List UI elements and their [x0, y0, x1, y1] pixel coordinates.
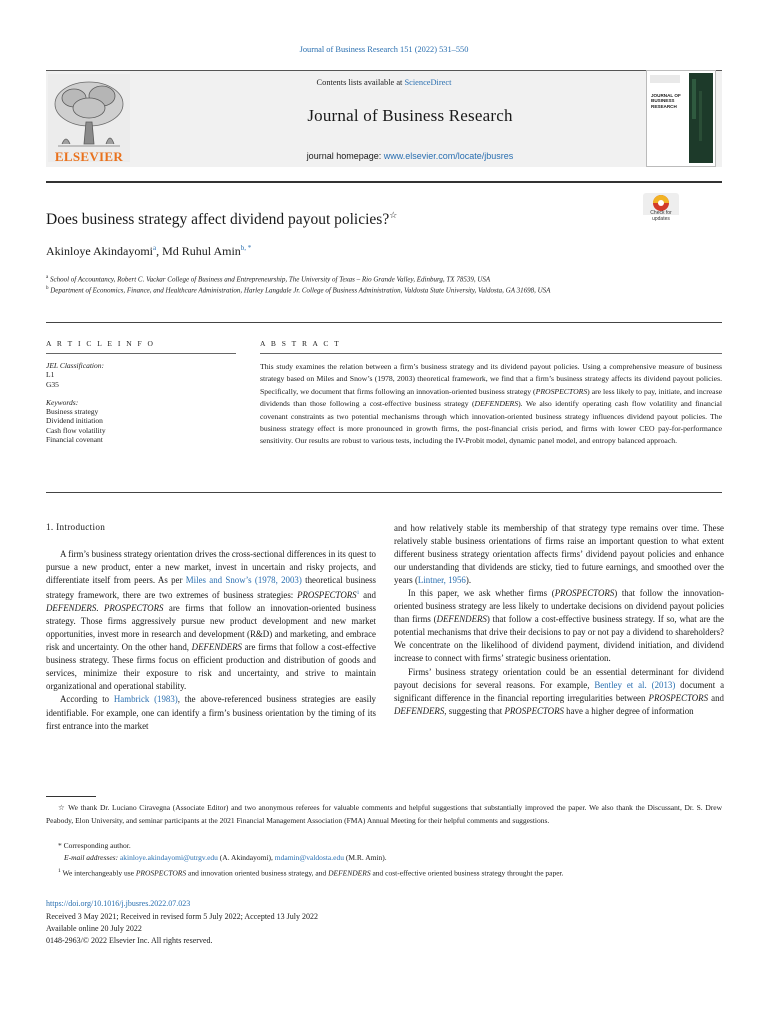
abstract-end-rule — [46, 492, 722, 493]
text-seg: A firm’s business strategy orientation drives the cross-sectional differences in its quest to pursue a new product, enter a new market, invest in uncertain and risky projects, and differentiate itself from peers. As per — [46, 549, 376, 586]
text-seg: ). — [465, 575, 472, 586]
article-info-rule — [46, 353, 236, 354]
author-1[interactable]: Akinloye Akindayomi — [46, 244, 153, 258]
section-heading-introduction: 1. Introduction — [46, 522, 106, 532]
text-seg: , the above-referenced business strategies are easily identifiable. For example, one can identify a firm’s business orientation by the timing of its first entrance into the market — [46, 694, 376, 731]
text-seg: document a significant difference in the financial reporting irregularities between — [394, 679, 725, 703]
journal-cover-thumbnail[interactable] — [646, 70, 716, 167]
intro-paragraph — [394, 587, 724, 665]
crossmark-line2: updates — [652, 216, 670, 222]
email-link-1[interactable]: akinloye.akindayomi@utrgv.edu — [119, 853, 218, 862]
jel-code: G35 — [46, 379, 59, 389]
abstract-seg: This study examines the relation between a firm’s business strategy and its dividend payout policies. Using a comprehensive measure of business strategy based on Miles and Snow’s (1978, 2003) theoretical framework, we find that a firm’s business strategy affects its dividend payout policies. Specifically, we document that firms following an innovation-oriented business strategy ( — [260, 362, 722, 396]
text-seg: theoretical business strategy framework, there are two extremes of business strategies: — [46, 575, 376, 601]
keyword: Dividend initiation — [46, 416, 103, 426]
footnote-acknowledgement — [46, 802, 722, 827]
body-column-left — [46, 548, 376, 733]
check-for-updates-label — [643, 210, 679, 222]
abstract-term: PROSPECTORS — [535, 386, 588, 396]
journal-cover-art — [647, 71, 715, 166]
footnote-text: Corresponding author. — [63, 841, 131, 850]
term: PROSPECTORS — [554, 588, 615, 599]
text-seg: ) that follow a cost-effective business strategy. If so, what are the potential mechanisms that drive their decisions to pay or not pay a dividend to shareholders? We concentrate on the likelihood of dividend payment, dividend initiation, and dividend increase to connect with firms’ strategic business orientation. — [394, 614, 724, 664]
footnote-text: We interchangeably use — [62, 868, 136, 878]
affiliation-a-mark: a — [46, 275, 49, 280]
term: PROSPECTORS — [648, 692, 709, 703]
footnote-mark: * — [58, 841, 62, 850]
affiliation-b-text: Department of Economics, Finance, and Healthcare Administration, Harley Langdale Jr. College of Business Administration, Valdosta State University, Valdosta, GA 31698, USA — [50, 286, 551, 295]
affiliation-a-text: School of Accountancy, Robert C. Vackar College of Business and Entrepreneurship, The University of Texas – Rio Grande Valley, Edinburg, TX 78539, USA — [49, 275, 491, 284]
footnote-text: We thank Dr. Luciano Ciravegna (Associate Editor) and two anonymous referees for valuable comments and helpful suggestions that substantially improved the paper. We also thank the Discussant, Dr. S. Drew Peabody, Elon University, and seminar participants at the 2021 Financial Management Association (FMA) Annual Meeting for their helpful comments and suggestions. — [46, 803, 722, 825]
text-seg: and how relatively stable its membership of that strategy type remains over time. These relatively stable business orientations of firms raise an important question to what extent different business strategy orientation affects firms’ dividend payout policies and enhance our understanding that dividends are sticky, tied to future earnings, and smoothed over the years ( — [394, 523, 724, 586]
abstract-term: DEFENDERS — [474, 399, 519, 409]
term: DEFENDERS — [394, 705, 445, 716]
text-seg: ) that follow the innovation-oriented business strategy are less likely to undertake decisions on dividend payout policies than firms ( — [394, 588, 724, 625]
footnote-rule — [46, 796, 96, 797]
keyword: Cash flow volatility — [46, 425, 106, 435]
term: PROSPECTORS — [297, 590, 357, 601]
sciencedirect-link[interactable]: ScienceDirect — [404, 78, 452, 87]
available-online: Available online 20 July 2022 — [46, 924, 142, 933]
intro-paragraph — [46, 548, 376, 693]
body-column-right — [394, 522, 724, 718]
cover-line: BUSINESS — [651, 98, 675, 104]
section-rule — [46, 322, 722, 323]
abstract-rule — [260, 353, 722, 354]
homepage-prefix: journal homepage: — [306, 151, 384, 161]
crossmark-line1: Check for — [650, 210, 672, 216]
header-rule — [46, 181, 722, 183]
term: DEFENDERS — [328, 868, 371, 878]
citation-link[interactable]: Bentley et al. (2013) — [594, 679, 676, 690]
text-seg: have a higher degree of information — [563, 705, 694, 716]
article-title-text: Does business strategy affect dividend payout policies? — [46, 211, 390, 229]
email-name-2: (M.R. Amin). — [343, 853, 387, 862]
text-seg: . — [96, 603, 104, 614]
keywords-label: Keywords: — [46, 397, 79, 407]
footnote-corresponding — [46, 840, 722, 853]
text-seg: , suggesting that — [444, 705, 505, 716]
author-separator: , — [156, 244, 163, 258]
abstract-seg: ). We also identify operating cash flow volatility and financial covenant constraints as two potential mechanisms through which innovation-oriented business strategy influences dividend payout policies. The business strategy effect is more pronounced in growth firms, the post-financial crisis period, and firms with lower CEO pay-for-performance sensitivity. Our results are robust to various tests, including the IV-Probit model, dynamic panel model, and entropy balanced approach. — [260, 399, 722, 446]
footnote-emails — [46, 852, 722, 865]
term: PROSPECTORS — [135, 868, 187, 878]
article-info — [46, 361, 236, 444]
article-title — [46, 210, 397, 229]
cover-title — [651, 93, 687, 109]
received-dates: Received 3 May 2021; Received in revised form 5 July 2022; Accepted 13 July 2022 — [46, 912, 318, 921]
cover-line: RESEARCH — [651, 103, 677, 109]
author-2-affil[interactable]: b, * — [240, 244, 252, 252]
author-2[interactable]: Md Ruhul Amin — [162, 244, 241, 258]
doi-link[interactable] — [46, 898, 190, 909]
doi-url[interactable]: https://doi.org/10.1016/j.jbusres.2022.07.023 — [46, 899, 191, 908]
citation-link[interactable]: Lintner, 1956 — [417, 575, 466, 586]
intro-paragraph — [394, 666, 724, 718]
article-info-heading: A R T I C L E I N F O — [46, 339, 155, 348]
abstract-text — [260, 361, 722, 448]
cover-line: JOURNAL OF — [651, 93, 681, 98]
text-seg: are firms that follow a cost-effective business strategy. These firms focus on efficient production and distribution of goods and services, minimize their exposure to risk and uncertainty, and strive to maintain organizational and operational stability. — [46, 642, 376, 692]
journal-title: Journal of Business Research — [307, 106, 513, 125]
copyright: 0148-2963/© 2022 Elsevier Inc. All rights reserved. — [46, 936, 213, 945]
keyword: Financial covenant — [46, 435, 103, 445]
intro-paragraph — [394, 522, 724, 587]
jel-label: JEL Classification: — [46, 361, 104, 370]
footnote-1 — [46, 865, 722, 880]
term: DEFENDERS — [46, 603, 97, 614]
text-seg: Firms’ business strategy orientation could be an essential determinant for dividend payout decisions for several reasons. For example, — [394, 666, 724, 690]
journal-citation-link[interactable]: Journal of Business Research 151 (2022) 531–550 — [299, 45, 469, 54]
footnote-mark: 1 — [58, 868, 61, 874]
author-list — [46, 244, 251, 259]
text-seg: and — [359, 590, 376, 601]
footnote-ref[interactable]: 1 — [356, 590, 360, 597]
affiliation-b-mark: b — [46, 286, 49, 291]
citation-link[interactable]: Miles and Snow’s (1978, 2003) — [185, 575, 302, 586]
elsevier-wordmark: ELSEVIER — [54, 149, 124, 164]
title-footnote-mark[interactable]: ☆ — [389, 210, 398, 220]
email-label: E-mail addresses: — [64, 853, 119, 862]
intro-paragraph — [46, 693, 376, 732]
author-1-affil[interactable]: a — [153, 244, 157, 252]
abstract-seg: ) are less likely to pay, initiate, and increase dividends than those following a cost-effective business strategy ( — [260, 386, 722, 409]
footnote-mark: ☆ — [58, 803, 66, 812]
keyword: Business strategy — [46, 407, 99, 417]
text-seg: In this paper, we ask whether firms ( — [408, 588, 555, 599]
abstract-heading: A B S T R A C T — [260, 339, 341, 348]
contents-prefix: Contents lists available at — [316, 78, 405, 87]
citation-link[interactable]: Hambrick (1983) — [113, 694, 178, 705]
journal-homepage — [180, 151, 640, 161]
jel-code: L1 — [46, 370, 55, 380]
text-seg: According to — [60, 694, 114, 705]
email-name-1: (A. Akindayomi), — [217, 853, 275, 862]
text-seg: are firms that follow an innovation-oriented business strategy. Those firms aggressively pursue new product development and new market opportunities, invest more in research and development (R&D) and marketing, and embrace risk and uncertainty. On the other hand, — [46, 603, 376, 653]
term: PROSPECTORS — [103, 603, 164, 614]
footnote-text: and cost-effective oriented business strategy throught the paper. — [370, 868, 564, 878]
term: DEFENDERS — [191, 642, 242, 653]
term: PROSPECTORS — [504, 705, 564, 716]
text-seg: and — [708, 692, 724, 703]
footnote-text: and innovation oriented business strategy, and — [186, 868, 329, 878]
affiliation-b — [46, 284, 646, 296]
homepage-link[interactable]: www.elsevier.com/locate/jbusres — [383, 151, 514, 161]
email-link-2[interactable]: mdamin@valdosta.edu — [274, 853, 344, 862]
term: DEFENDERS — [436, 614, 487, 625]
